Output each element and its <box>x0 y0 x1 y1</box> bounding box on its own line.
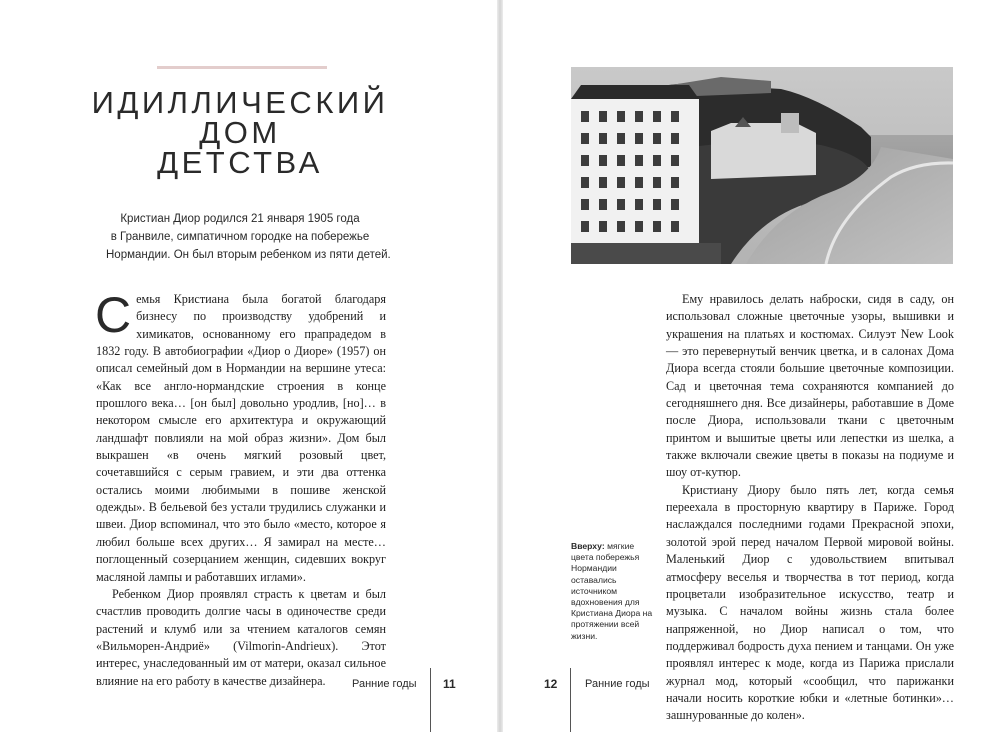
chapter-title-line: ДЕТСТВА <box>157 145 323 180</box>
book-gutter <box>497 0 503 732</box>
body-paragraph-text: емья Кристиана была богатой благодаря бизнесу по производству удобрений и химикатов, основанному его прапрадедом в 1832 году. В автобиографии «Диор о Диоре» (1957) он описал семейный дом в Нормандии на вершине утеса: «Как все англо-нормандские строения в конце прошлого века… [он был] довольно уродлив, [но]… в некотором смысле его архитектура и окружающий ландшафт повлияли на мой образ жизни». Дом был выкрашен «в очень мягкий розовый цвет, сочетавшийся с серым гравием, и эти два оттенка остались моими любимыми в пошиве женской одежды». В бельевой без устали трудились служанки и швеи. Диор вспоминал, что это было «место, которое я любил больше всех других… Я замирал на месте… поглощенный созерцанием женщин, сидевших вокруг масляной лампы и работавших иглами». <box>96 292 386 584</box>
footer-rule-left <box>430 668 431 732</box>
left-body-text <box>95 287 386 690</box>
page-number-right: 12 <box>544 677 558 691</box>
right-body-text <box>666 291 954 725</box>
casino-tower <box>781 113 799 133</box>
caption-label: Вверху: <box>571 541 605 551</box>
body-paragraph: Ребенком Диор проявлял страсть к цветам и был счастлив проводить долгие часы в одиночестве среди растений и клумб или за чтением каталогов семян «Вильморен-Андриё» (Vilmorin-Andrieux). Этот интерес, унаследованный им от матери, оказал сильное влияние на его работу в качестве дизайнера. <box>96 586 386 688</box>
title-accent-rule <box>157 66 327 69</box>
casino-building <box>711 123 816 179</box>
normandy-coast-photo <box>571 67 953 264</box>
chapter-title <box>90 85 390 180</box>
page-number-left: 11 <box>443 677 456 691</box>
chapter-title-line: ДОМ <box>199 115 281 150</box>
body-paragraph: Ему нравилось делать наброски, сидя в саду, он использовал сложные цветочные узоры, вышивки и украшения на платьях и костюмах. Силуэт New Look — это перевернутый венчик цветка, и в салонах Дома Диора всегда стояли большие цветочные композиции. Сад и цветочная тема сохраняются компанией до сегодняшнего дня. Все дизайнеры, работавшие в Доме после Диора, использовали ткани с цветочным принтом и вышитые цветы или лепестки из шелка, а также включали свежие цветы в показы на подиуме и шоу от-кутюр. <box>666 292 954 480</box>
caption-text: мягкие цвета побережья Нормандии оставались источником вдохновения для Кристиана Диора на протяжении всей жизни. <box>571 541 653 641</box>
drop-cap: С <box>95 287 132 343</box>
photo-illustration <box>571 67 953 264</box>
lead-line: Нормандии. Он был вторым ребенком из пяти детей. <box>106 249 391 261</box>
lead-line: Кристиан Диор родился 21 января 1905 года <box>120 213 360 225</box>
lead-paragraph <box>106 210 391 264</box>
footer-rule-right <box>570 668 571 732</box>
street <box>571 243 721 264</box>
hotel-roof <box>571 85 699 99</box>
chapter-title-line: ИДИЛЛИЧЕСКИЙ <box>91 85 389 120</box>
body-paragraph: Кристиану Диору было пять лет, когда семья переехала в просторную квартиру в Париже. Город наслаждался последними годами Прекрасной эпохи, золотой эрой перед началом Первой мировой войны. Маленький Диор с удовольствием впитывал атмосферу веселья и творчества в тот период, когда процветали изобразительное искусство, театр и музыка. С началом войны жизнь стала более напряженной, но Диор написал о том, что поддерживал бодрость духа пением и танцами. Он уже проявлял интерес к моде, когда из Парижа прислали журнал мод, который «сообщил, что парижанки начали носить короткие юбки и «летные ботинки»… зашнурованные до колен». <box>666 482 954 723</box>
photo-caption <box>571 541 659 642</box>
running-footer-right: Ранние годы <box>585 678 650 690</box>
lead-line: в Гранвиле, симпатичном городке на побережье <box>110 231 370 243</box>
running-footer-left: Ранние годы <box>352 678 417 690</box>
body-paragraph <box>95 287 386 586</box>
